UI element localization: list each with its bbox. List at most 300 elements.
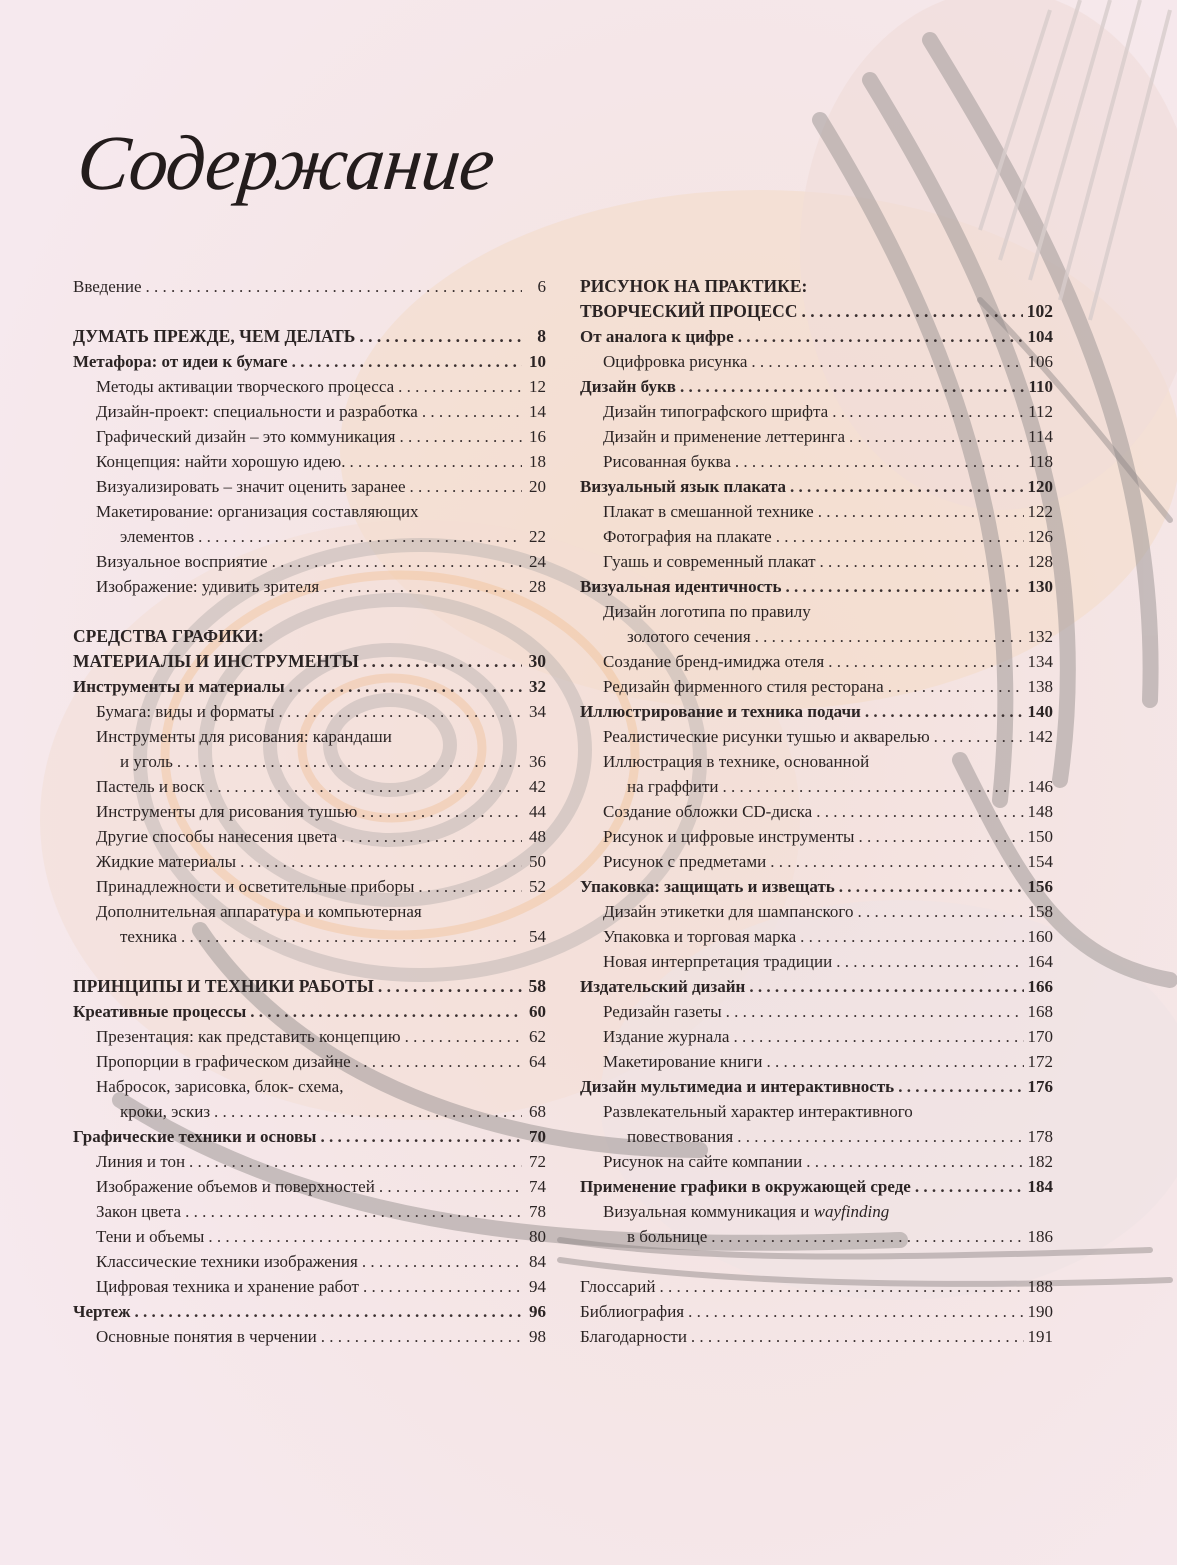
toc-entry-title: Глоссарий — [580, 1277, 656, 1296]
toc-entry-title: Применение графики в окружающей среде — [580, 1177, 911, 1196]
toc-entry-title: Закон цвета — [96, 1202, 182, 1221]
toc-entry-item[interactable] — [580, 1024, 1053, 1049]
toc-entry-item[interactable] — [73, 1274, 546, 1299]
toc-entry-item[interactable] — [73, 1324, 546, 1349]
toc-entry-title: Метафора: от идеи к бумаге — [73, 352, 288, 371]
toc-entry-item[interactable] — [73, 1049, 546, 1074]
toc-entry-item[interactable] — [73, 1024, 546, 1049]
toc-entry-title: Дизайн мультимедиа и интерактивность — [580, 1077, 895, 1096]
toc-entry-title: в больнице — [627, 1227, 708, 1246]
toc-entry-title: Оцифровка рисунка — [603, 352, 748, 371]
dot-leader — [801, 299, 1022, 324]
toc-page-number: 130 — [1027, 577, 1053, 596]
toc-entry-chapter[interactable] — [73, 674, 546, 699]
toc-entry-title: Другие способы нанесения цвета — [96, 827, 338, 846]
toc-entry-title: Дизайн и применение леттеринга — [603, 427, 846, 446]
toc-page-number: 154 — [1027, 852, 1053, 871]
toc-entry-item-cont[interactable] — [580, 774, 1053, 799]
toc-page-number: 8 — [537, 326, 546, 346]
toc-page-number: 34 — [529, 702, 546, 721]
dot-leader — [362, 1249, 522, 1274]
dot-leader — [398, 374, 522, 399]
toc-entry-item[interactable] — [73, 774, 546, 799]
dot-leader — [865, 699, 1024, 724]
dot-leader — [738, 324, 1024, 349]
toc-page-number: 94 — [529, 1277, 546, 1296]
toc-entry-item[interactable] — [580, 499, 1053, 524]
dot-leader — [177, 749, 522, 774]
toc-entry-title: Макетирование книги — [603, 1052, 763, 1071]
toc-page-number: 134 — [1027, 652, 1053, 671]
dot-leader — [146, 274, 522, 299]
toc-entry-item-first[interactable] — [580, 1099, 1053, 1124]
toc-entry-item-first[interactable] — [73, 1074, 546, 1099]
dot-leader — [418, 874, 522, 899]
dot-leader — [208, 1224, 522, 1249]
toc-page-number: 176 — [1027, 1077, 1053, 1096]
dot-leader — [737, 1124, 1023, 1149]
dot-leader — [134, 1299, 522, 1324]
toc-page-number: 78 — [529, 1202, 546, 1221]
toc-entry-title: Графические техники и основы — [73, 1127, 317, 1146]
dot-leader — [422, 399, 522, 424]
toc-entry-item[interactable] — [73, 1174, 546, 1199]
toc-page-number: 62 — [529, 1027, 546, 1046]
dot-leader — [749, 974, 1023, 999]
toc-entry-chapter[interactable] — [580, 374, 1053, 399]
toc-entry-title: Визуальный язык плаката — [580, 477, 787, 496]
toc-page-number: 20 — [529, 477, 546, 496]
toc-page-number: 182 — [1027, 1152, 1053, 1171]
toc-entry-title: РИСУНОК НА ПРАКТИКЕ: — [580, 276, 808, 296]
dot-leader — [379, 1174, 522, 1199]
toc-entry-section[interactable] — [73, 324, 546, 349]
toc-entry-title: Графический дизайн – это коммуникация — [96, 427, 396, 446]
dot-leader — [839, 874, 1024, 899]
toc-entry-top[interactable] — [73, 274, 546, 299]
toc-entry-title: Редизайн газеты — [603, 1002, 722, 1021]
toc-page-number: 142 — [1027, 727, 1053, 746]
toc-entry-item[interactable] — [73, 574, 546, 599]
toc-entry-title: Основные понятия в черчении — [96, 1327, 317, 1346]
dot-leader — [816, 799, 1023, 824]
toc-entry-chapter[interactable] — [580, 574, 1053, 599]
toc-entry-chapter[interactable] — [73, 349, 546, 374]
dot-leader — [185, 1199, 522, 1224]
toc-page-number: 118 — [1028, 452, 1053, 471]
toc-page-number: 166 — [1027, 977, 1053, 996]
toc-entry-title: Визуализировать – значит оценить заранее — [96, 477, 406, 496]
toc-entry-title: Фотография на плакате — [603, 527, 772, 546]
toc-entry-title: на граффити — [627, 777, 719, 796]
dot-leader — [849, 424, 1024, 449]
toc-page-number: 148 — [1027, 802, 1053, 821]
toc-entry-top[interactable] — [580, 1274, 1053, 1299]
toc-entry-item-first[interactable] — [73, 499, 546, 524]
toc-entry-item[interactable] — [580, 349, 1053, 374]
toc-page-number: 104 — [1027, 327, 1053, 346]
toc-entry-title: Классические техники изображения — [96, 1252, 358, 1271]
toc-page-number: 30 — [528, 651, 546, 671]
toc-entry-title: От аналога к цифре — [580, 327, 734, 346]
toc-page-number: 178 — [1027, 1127, 1053, 1146]
toc-page-number: 126 — [1027, 527, 1053, 546]
toc-page-number: 156 — [1027, 877, 1053, 896]
toc-entry-title: Рисунок с предметами — [603, 852, 767, 871]
dot-leader — [278, 699, 522, 724]
toc-entry-title: Иллюстрация в технике, основанной — [603, 752, 870, 771]
toc-entry-title: Иллюстрирование и техника подачи — [580, 702, 861, 721]
dot-leader — [214, 1099, 522, 1124]
toc-entry-item[interactable] — [580, 1049, 1053, 1074]
dot-leader — [341, 824, 522, 849]
dot-leader — [181, 924, 522, 949]
toc-entry-item-cont[interactable] — [580, 1224, 1053, 1249]
toc-entry-title: Упаковка: защищать и извещать — [580, 877, 835, 896]
toc-page-number: 72 — [529, 1152, 546, 1171]
toc-entry-title: Макетирование: организация составляющих — [96, 502, 419, 521]
toc-entry-item[interactable] — [580, 949, 1053, 974]
toc-entry-section[interactable] — [73, 974, 546, 999]
toc-entry-item[interactable] — [580, 1149, 1053, 1174]
toc-entry-chapter[interactable] — [580, 874, 1053, 899]
toc-entry-title: Концепция: найти хорошую идею. — [96, 452, 346, 471]
toc-page-number: 170 — [1027, 1027, 1053, 1046]
dot-leader — [733, 1024, 1023, 1049]
toc-entry-item[interactable] — [580, 399, 1053, 424]
toc-page-number: 58 — [528, 976, 546, 996]
dot-leader — [321, 1324, 522, 1349]
dot-leader — [785, 574, 1023, 599]
toc-entry-item[interactable] — [580, 899, 1053, 924]
toc-page-number: 158 — [1027, 902, 1053, 921]
toc-entry-item[interactable] — [580, 424, 1053, 449]
toc-entry-item-cont[interactable] — [580, 624, 1053, 649]
toc-entry-item[interactable] — [73, 799, 546, 824]
toc-page-number: 24 — [529, 552, 546, 571]
toc-gap — [580, 1249, 1053, 1274]
toc-gap — [73, 299, 546, 324]
toc-entry-title: золотого сечения — [627, 627, 751, 646]
toc-entry-chapter[interactable] — [580, 1074, 1053, 1099]
dot-leader — [888, 674, 1024, 699]
toc-page-number: 48 — [529, 827, 546, 846]
dot-leader — [915, 1174, 1024, 1199]
toc-entry-title: Благодарности — [580, 1327, 687, 1346]
toc-entry-title: Дизайн логотипа по правилу — [603, 602, 811, 621]
toc-entry-title: Инструменты для рисования тушью — [96, 802, 358, 821]
toc-page-number: 18 — [529, 452, 546, 471]
dot-leader — [399, 424, 522, 449]
toc-entry-item[interactable] — [580, 524, 1053, 549]
toc-entry-item[interactable] — [580, 824, 1053, 849]
toc-entry-title: Библиография — [580, 1302, 685, 1321]
toc-entry-item-cont[interactable] — [73, 749, 546, 774]
toc-page-number: 10 — [529, 352, 546, 371]
toc-entry-item[interactable] — [73, 1199, 546, 1224]
dot-leader — [858, 824, 1023, 849]
toc-entry-title: Издательский дизайн — [580, 977, 746, 996]
toc-page-number: 120 — [1027, 477, 1053, 496]
toc-page-number: 44 — [529, 802, 546, 821]
toc-entry-item[interactable] — [580, 849, 1053, 874]
toc-entry-item-cont[interactable] — [580, 1124, 1053, 1149]
toc-entry-title: Рисунок на сайте компании — [603, 1152, 803, 1171]
toc-entry-title: МАТЕРИАЛЫ И ИНСТРУМЕНТЫ — [73, 651, 359, 671]
toc-entry-item[interactable] — [73, 399, 546, 424]
toc-entry-title: Создание обложки CD-диска — [603, 802, 813, 821]
toc-entry-chapter[interactable] — [580, 324, 1053, 349]
toc-gap — [73, 599, 546, 624]
toc-entry-title: Реалистические рисунки тушью и акварелью — [603, 727, 930, 746]
toc-entry-title-italic: wayfinding — [813, 1202, 890, 1221]
toc-entry-item[interactable] — [73, 1149, 546, 1174]
dot-leader — [355, 1049, 522, 1074]
toc-entry-chapter[interactable] — [580, 474, 1053, 499]
toc-page-number: 70 — [529, 1127, 546, 1146]
toc-page-number: 64 — [529, 1052, 546, 1071]
toc-entry-title: Рисунок и цифровые инструменты — [603, 827, 855, 846]
toc-entry-title: Принадлежности и осветительные приборы — [96, 877, 415, 896]
toc-entry-title: ТВОРЧЕСКИЙ ПРОЦЕСС — [580, 301, 798, 321]
toc-entry-title: повествования — [627, 1127, 734, 1146]
dot-leader — [240, 849, 522, 874]
toc-entry-item[interactable] — [580, 449, 1053, 474]
toc-entry-title: Набросок, зарисовка, блок- схема, — [96, 1077, 344, 1096]
toc-entry-item[interactable] — [580, 549, 1053, 574]
toc-page-number: 114 — [1028, 427, 1053, 446]
toc-page-number: 96 — [529, 1302, 546, 1321]
dot-leader — [410, 474, 522, 499]
toc-entry-title: Инструменты для рисования: карандаши — [96, 727, 392, 746]
toc-entry-title: Изображение объемов и поверхностей — [96, 1177, 375, 1196]
toc-entry-item[interactable] — [580, 999, 1053, 1024]
toc-entry-title: Издание журнала — [603, 1027, 730, 1046]
toc-page-number: 102 — [1026, 301, 1053, 321]
toc-entry-title: Изображение: удивить зрителя — [96, 577, 320, 596]
toc-entry-item[interactable] — [580, 924, 1053, 949]
toc-entry-item[interactable] — [73, 474, 546, 499]
toc-page-number: 184 — [1027, 1177, 1053, 1196]
toc-entry-section[interactable] — [73, 649, 546, 674]
toc-entry-title: ДУМАТЬ ПРЕЖДЕ, ЧЕМ ДЕЛАТЬ — [73, 326, 356, 346]
toc-entry-item[interactable] — [580, 674, 1053, 699]
dot-leader — [289, 674, 522, 699]
toc-entry-item-cont[interactable] — [73, 524, 546, 549]
dot-leader — [828, 649, 1023, 674]
dot-leader — [832, 399, 1024, 424]
dot-leader — [711, 1224, 1023, 1249]
dot-leader — [361, 799, 522, 824]
dot-leader — [660, 1274, 1024, 1299]
toc-page-number: 112 — [1028, 402, 1053, 421]
toc-page-number: 122 — [1027, 502, 1053, 521]
toc-entry-item-cont[interactable] — [73, 1099, 546, 1124]
toc-entry-item[interactable] — [73, 849, 546, 874]
toc-entry-title: Цифровая техника и хранение работ — [96, 1277, 359, 1296]
toc-page-number: 32 — [529, 677, 546, 696]
dot-leader — [250, 999, 522, 1024]
toc-entry-item[interactable] — [73, 1249, 546, 1274]
toc-entry-chapter[interactable] — [580, 1174, 1053, 1199]
dot-leader — [836, 949, 1023, 974]
toc-entry-title: Дизайн-проект: специальности и разработка — [96, 402, 418, 421]
toc-entry-item-first[interactable] — [73, 724, 546, 749]
toc-entry-item-cont[interactable] — [73, 924, 546, 949]
toc-entry-chapter[interactable] — [580, 699, 1053, 724]
toc-entry-item-first[interactable] — [580, 599, 1053, 624]
toc-page-number: 160 — [1027, 927, 1053, 946]
toc-page-number: 132 — [1027, 627, 1053, 646]
toc-entry-title: Визуальная коммуникация и wayfinding — [603, 1202, 890, 1221]
toc-entry-item[interactable] — [73, 449, 546, 474]
toc-entry-title: Дополнительная аппаратура и компьютерная — [96, 902, 422, 921]
dot-leader — [818, 499, 1024, 524]
toc-page-number: 12 — [529, 377, 546, 396]
toc-page-number: 74 — [529, 1177, 546, 1196]
toc-page-number: 168 — [1027, 1002, 1053, 1021]
toc-entry-section-first[interactable] — [580, 274, 1053, 299]
toc-page-number: 128 — [1027, 552, 1053, 571]
toc-entry-chapter[interactable] — [73, 999, 546, 1024]
dot-leader — [320, 1124, 522, 1149]
toc-page-number: 60 — [529, 1002, 546, 1021]
toc-page-number: 138 — [1027, 677, 1053, 696]
toc-page-number: 191 — [1027, 1327, 1053, 1346]
toc-entry-item[interactable] — [73, 824, 546, 849]
toc-entry-title: Линия и тон — [96, 1152, 186, 1171]
dot-leader — [363, 1274, 522, 1299]
toc-entry-title: Пропорции в графическом дизайне — [96, 1052, 351, 1071]
dot-leader — [209, 774, 522, 799]
toc-page-number: 80 — [529, 1227, 546, 1246]
dot-leader — [688, 1299, 1023, 1324]
toc-entry-title: Дизайн букв — [580, 377, 676, 396]
toc-page-number: 36 — [529, 752, 546, 771]
toc-entry-item-first[interactable] — [580, 1199, 1053, 1224]
toc-entry-item-first[interactable] — [73, 899, 546, 924]
toc-entry-item[interactable] — [580, 724, 1053, 749]
toc-entry-title: Инструменты и материалы — [73, 677, 285, 696]
toc-page-number: 186 — [1027, 1227, 1053, 1246]
dot-leader — [189, 1149, 522, 1174]
toc-entry-top[interactable] — [580, 1324, 1053, 1349]
toc-page-number: 140 — [1027, 702, 1053, 721]
toc-page-number: 22 — [529, 527, 546, 546]
toc-entry-item[interactable] — [73, 374, 546, 399]
toc-entry-title: Дизайн типографского шрифта — [603, 402, 829, 421]
dot-leader — [292, 349, 522, 374]
toc-page-number: 16 — [529, 427, 546, 446]
dot-leader — [755, 624, 1024, 649]
toc-entry-title: техника — [120, 927, 177, 946]
toc-entry-title: Дизайн этикетки для шампанского — [603, 902, 854, 921]
dot-leader — [735, 449, 1024, 474]
toc-entry-title: Гуашь и современный плакат — [603, 552, 816, 571]
toc-entry-title: Упаковка и торговая марка — [603, 927, 797, 946]
toc-page-number: 106 — [1027, 352, 1053, 371]
dot-leader — [934, 724, 1024, 749]
toc-page-number: 188 — [1027, 1277, 1053, 1296]
toc-left-column — [73, 274, 546, 1349]
toc-entry-title: СРЕДСТВА ГРАФИКИ: — [73, 626, 264, 646]
toc-entry-title: Введение — [73, 277, 142, 296]
dot-leader — [857, 899, 1023, 924]
toc-page-number: 6 — [537, 277, 546, 296]
toc-entry-title: Креативные процессы — [73, 1002, 247, 1021]
dot-leader — [766, 1049, 1023, 1074]
toc-entry-top[interactable] — [580, 1299, 1053, 1324]
dot-leader — [323, 574, 522, 599]
toc-right-column — [580, 274, 1053, 1349]
dot-leader — [770, 849, 1023, 874]
toc-entry-item-first[interactable] — [580, 749, 1053, 774]
toc-entry-title: Редизайн фирменного стиля ресторана — [603, 677, 884, 696]
toc-entry-section[interactable] — [580, 299, 1053, 324]
toc-entry-title: Методы активации творческого процесса — [96, 377, 395, 396]
toc-entry-item[interactable] — [73, 699, 546, 724]
toc-entry-title: Пастель и воск — [96, 777, 205, 796]
toc-entry-chapter[interactable] — [73, 1299, 546, 1324]
dot-leader — [800, 924, 1023, 949]
dot-leader — [722, 774, 1023, 799]
toc-page-number: 50 — [529, 852, 546, 871]
dot-leader — [349, 449, 522, 474]
dot-leader — [820, 549, 1024, 574]
toc-page-number: 84 — [529, 1252, 546, 1271]
toc-entry-item[interactable] — [73, 549, 546, 574]
dot-leader — [680, 374, 1024, 399]
dot-leader — [751, 349, 1023, 374]
toc-entry-item[interactable] — [580, 649, 1053, 674]
toc-page-number: 172 — [1027, 1052, 1053, 1071]
toc-entry-item[interactable] — [580, 799, 1053, 824]
toc-entry-title: Визуальное восприятие — [96, 552, 268, 571]
toc-entry-item[interactable] — [73, 424, 546, 449]
page-title: Содержание — [73, 119, 499, 206]
toc-entry-chapter[interactable] — [580, 974, 1053, 999]
toc-entry-title: Тени и объемы — [96, 1227, 205, 1246]
dot-leader — [359, 324, 522, 349]
dot-leader — [790, 474, 1023, 499]
toc-entry-item[interactable] — [73, 874, 546, 899]
dot-leader — [726, 999, 1024, 1024]
toc-entry-title: Рисованная буква — [603, 452, 731, 471]
dot-leader — [691, 1324, 1024, 1349]
toc-page-number: 110 — [1028, 377, 1053, 396]
dot-leader — [405, 1024, 522, 1049]
dot-leader — [198, 524, 522, 549]
toc-entry-title: Презентация: как представить концепцию — [96, 1027, 401, 1046]
toc-entry-item[interactable] — [73, 1224, 546, 1249]
dot-leader — [806, 1149, 1023, 1174]
toc-entry-title: Создание бренд-имиджа отеля — [603, 652, 825, 671]
dot-leader — [378, 974, 522, 999]
toc-entry-section-first[interactable] — [73, 624, 546, 649]
toc-page-number: 146 — [1027, 777, 1053, 796]
toc-page-number: 164 — [1027, 952, 1053, 971]
toc-page-number: 190 — [1027, 1302, 1053, 1321]
toc-entry-title: ПРИНЦИПЫ И ТЕХНИКИ РАБОТЫ — [73, 976, 374, 996]
dot-leader — [776, 524, 1024, 549]
toc-entry-title: Развлекательный характер интерактивного — [603, 1102, 913, 1121]
toc-entry-title: Жидкие материалы — [96, 852, 237, 871]
toc-page-number: 68 — [529, 1102, 546, 1121]
toc-entry-title: Плакат в смешанной технике — [603, 502, 814, 521]
toc-entry-chapter[interactable] — [73, 1124, 546, 1149]
toc-entry-title: Бумага: виды и форматы — [96, 702, 275, 721]
toc-entry-title: и уголь — [120, 752, 173, 771]
